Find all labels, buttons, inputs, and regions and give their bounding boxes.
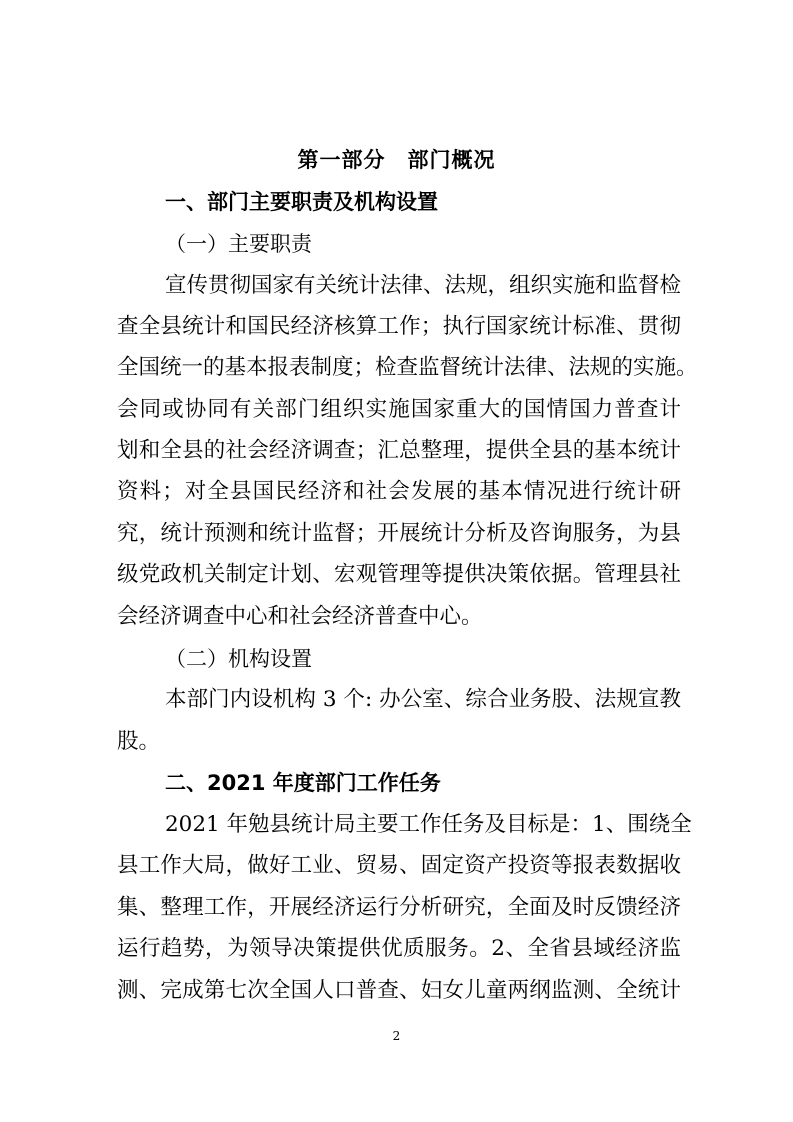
subsection-heading-duties: （一）主要职责: [165, 232, 312, 256]
section-heading-2: 二、2021 年度部门工作任务: [165, 771, 441, 795]
paragraph-line: 资料；对全县国民经济和社会发展的基本情况进行统计研: [117, 479, 681, 504]
paragraph-line: 宣传贯彻国家有关统计法律、法规，组织实施和监督检: [165, 273, 682, 298]
paragraph-line: 测、完成第七次全国人口普查、妇女儿童两纲监测、全统计: [117, 978, 681, 1003]
paragraph-line: 股。: [117, 729, 161, 754]
paragraph-line: 究，统计预测和统计监督；开展统计分析及咨询服务，为县: [117, 521, 681, 546]
paragraph-line: 会经济调查中心和社会经济普查中心。: [117, 604, 483, 629]
paragraph-line: 全国统一的基本报表制度；检查监督统计法律、法规的实施。: [117, 355, 698, 380]
paragraph-line: 查全县统计和国民经济核算工作；执行国家统计标准、贯彻: [117, 314, 681, 339]
paragraph-line: 集、整理工作，开展经济运行分析研究，全面及时反馈经济: [117, 895, 681, 920]
paragraph-line: 运行趋势，为领导决策提供优质服务。2、全省县域经济监: [117, 936, 681, 961]
paragraph-line: 2021 年勉县统计局主要工作任务及目标是：1、围绕全: [165, 812, 692, 837]
paragraph-line: 会同或协同有关部门组织实施国家重大的国情国力普查计: [117, 397, 681, 422]
page-number: 2: [392, 1029, 401, 1043]
subsection-heading-org: （二）机构设置: [165, 647, 312, 671]
part-title: 第一部分 部门概况: [297, 148, 496, 172]
section-heading-1: 一、部门主要职责及机构设置: [165, 190, 438, 214]
paragraph-line: 级党政机关制定计划、宏观管理等提供决策依据。管理县社: [117, 562, 681, 587]
paragraph-line: 划和全县的社会经济调查；汇总整理，提供全县的基本统计: [117, 438, 681, 463]
paragraph-line: 本部门内设机构 3 个: 办公室、综合业务股、法规宣教: [165, 687, 681, 712]
paragraph-line: 县工作大局，做好工业、贸易、固定资产投资等报表数据收: [117, 853, 681, 878]
